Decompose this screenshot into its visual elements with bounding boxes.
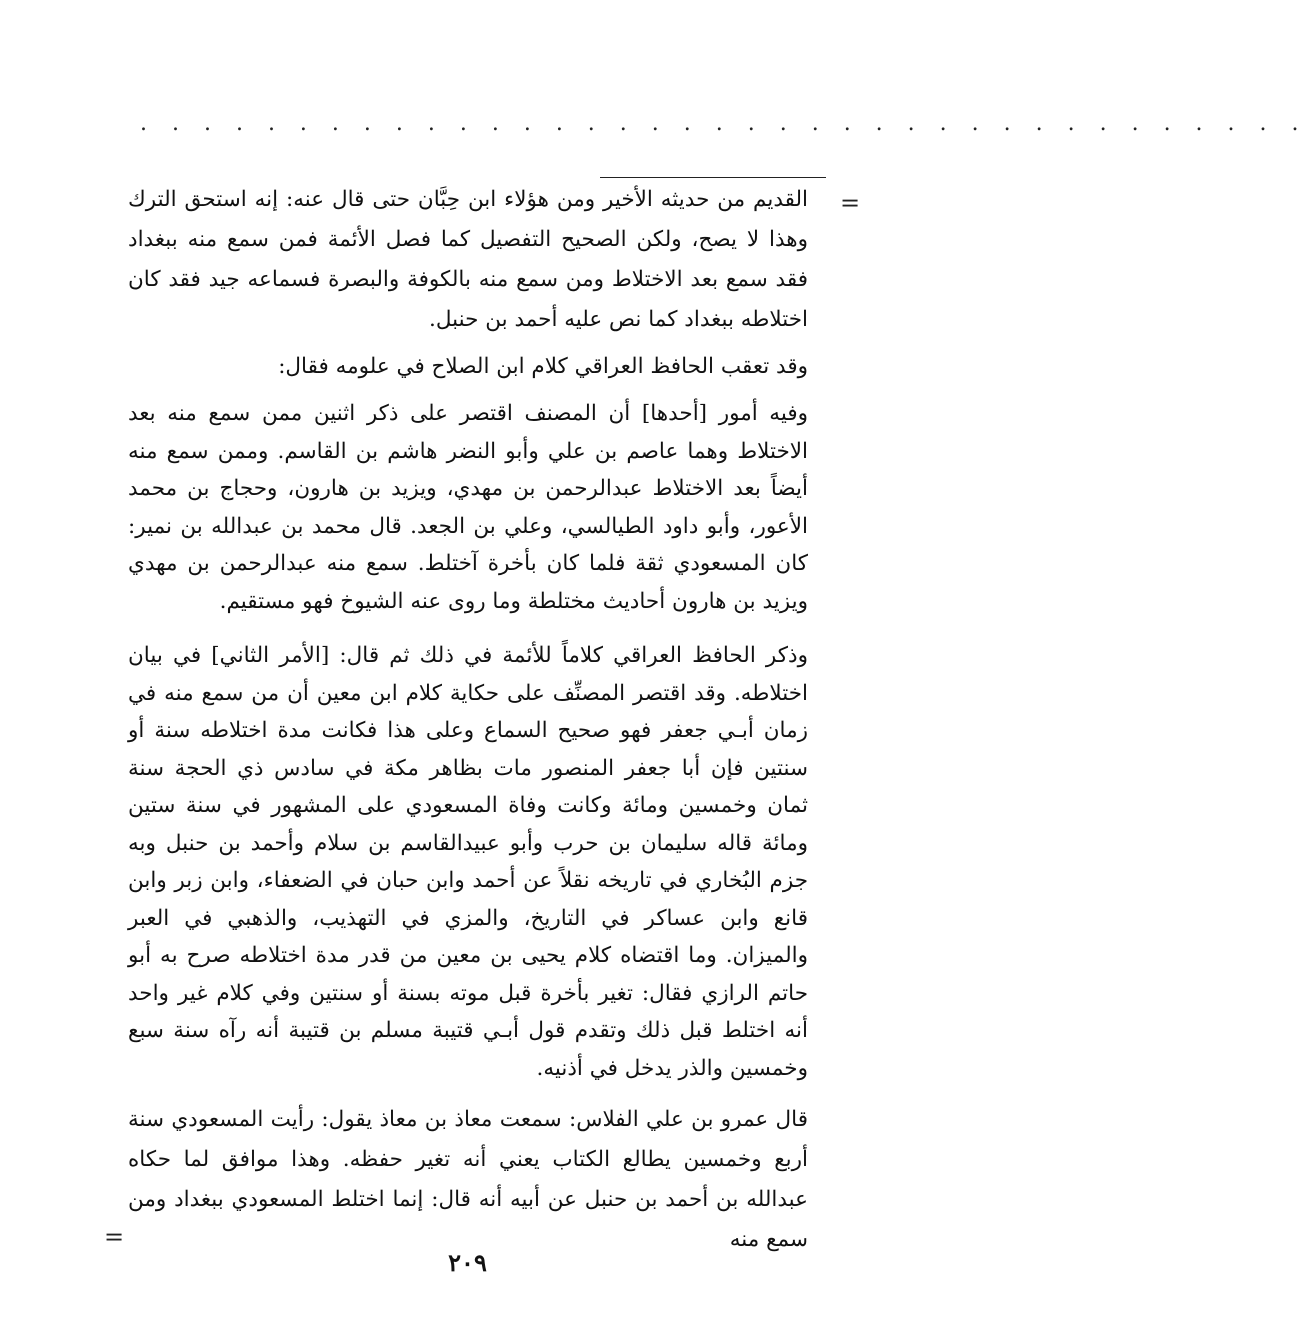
paragraph-text: قال عمرو بن علي الفلاس: سمعت معاذ بن معاذ يقول: رأيت المسعودي سنة أربع وخمسين يطالع الكتاب يعني أنه تغير حفظه. وهذا موافق لما حكاه عبدالله بن أحمد بن حنبل عن أبيه أنه قال: إنما اختلط المسعودي ببغداد ومن سمع منه [128, 1107, 808, 1252]
dotted-separator: . . . . . . . . . . . . . . . . . . . . . . . . . . . . . . . . . . . . . [140, 111, 1308, 136]
paragraph-3 [128, 395, 808, 620]
continuation-mark-bottom: = [104, 1223, 125, 1251]
footnote-rule [600, 177, 826, 178]
paragraph-1 [128, 180, 808, 340]
paragraph-5 [128, 1100, 808, 1260]
paragraph-4 [128, 637, 808, 1087]
continuation-mark-top: = [840, 189, 861, 217]
paragraph-text: وقد تعقب الحافظ العراقي كلام ابن الصلاح في علومه فقال: [278, 354, 808, 379]
paragraph-text: وفيه أمور [أحدها] أن المصنف اقتصر على ذكر اثنين ممن سمع منه بعد الاختلاط وهما عاصم بن علي وأبو النضر هاشم بن القاسم. وممن سمع منه أيضاً بعد الاختلاط عبدالرحمن بن مهدي، ويزيد بن هارون، وحجاج بن محمد الأعور، وأبو داود الطيالسي، وعلي بن الجعد. قال محمد بن عبدالله بن نمير: كان المسعودي ثقة فلما كان بأخرة آختلط. سمع منه عبدالرحمن بن مهدي ويزيد بن هارون أحاديث مختلطة وما روى عنه الشيوخ فهو مستقيم. [128, 401, 808, 614]
page-number: ٢٠٩ [448, 1248, 487, 1277]
paragraph-2 [128, 347, 808, 387]
paragraph-text: وذكر الحافظ العراقي كلاماً للأئمة في ذلك ثم قال: [الأمر الثاني] في بيان اختلاطه. وقد اقتصر المصنِّف على حكاية كلام ابن معين أن من سمع منه في زمان أبـي جعفر فهو صحيح السماع وعلى هذا فكانت مدة اختلاطه سنة أو سنتين فإن أبا جعفر المنصور مات بظاهر مكة في سادس ذي الحجة سنة ثمان وخمسين ومائة وكانت وفاة المسعودي على المشهور في سنة ستين ومائة قاله سليمان بن حرب وأبو عبيدالقاسم بن سلام وأحمد بن حنبل وبه جزم البُخاري في تاريخه نقلاً عن أحمد وابن حبان في الضعفاء، وابن زبر وابن قانع وابن عساكر في التاريخ، والمزي في التهذيب، والذهبي في العبر والميزان. وما اقتضاه كلام يحيى بن معين من قدر مدة اختلاطه صرح به أبو حاتم الرازي فقال: تغير بأخرة قبل موته بسنة أو سنتين وفي كلام غير واحد أنه اختلط قبل ذلك وتقدم قول أبـي قتيبة مسلم بن قتيبة أنه رآه سنة سبع وخمسين والذر يدخل في أذنيه. [128, 643, 808, 1081]
paragraph-text: القديم من حديثه الأخير ومن هؤلاء ابن حِبَّان حتى قال عنه: إنه استحق الترك وهذا لا يصح، ولكن الصحيح التفصيل كما فصل الأئمة فمن سمع منه ببغداد فقد سمع بعد الاختلاط ومن سمع منه بالكوفة والبصرة فسماعه جيد فقد كان اختلاطه ببغداد كما نص عليه أحمد بن حنبل. [128, 187, 808, 332]
